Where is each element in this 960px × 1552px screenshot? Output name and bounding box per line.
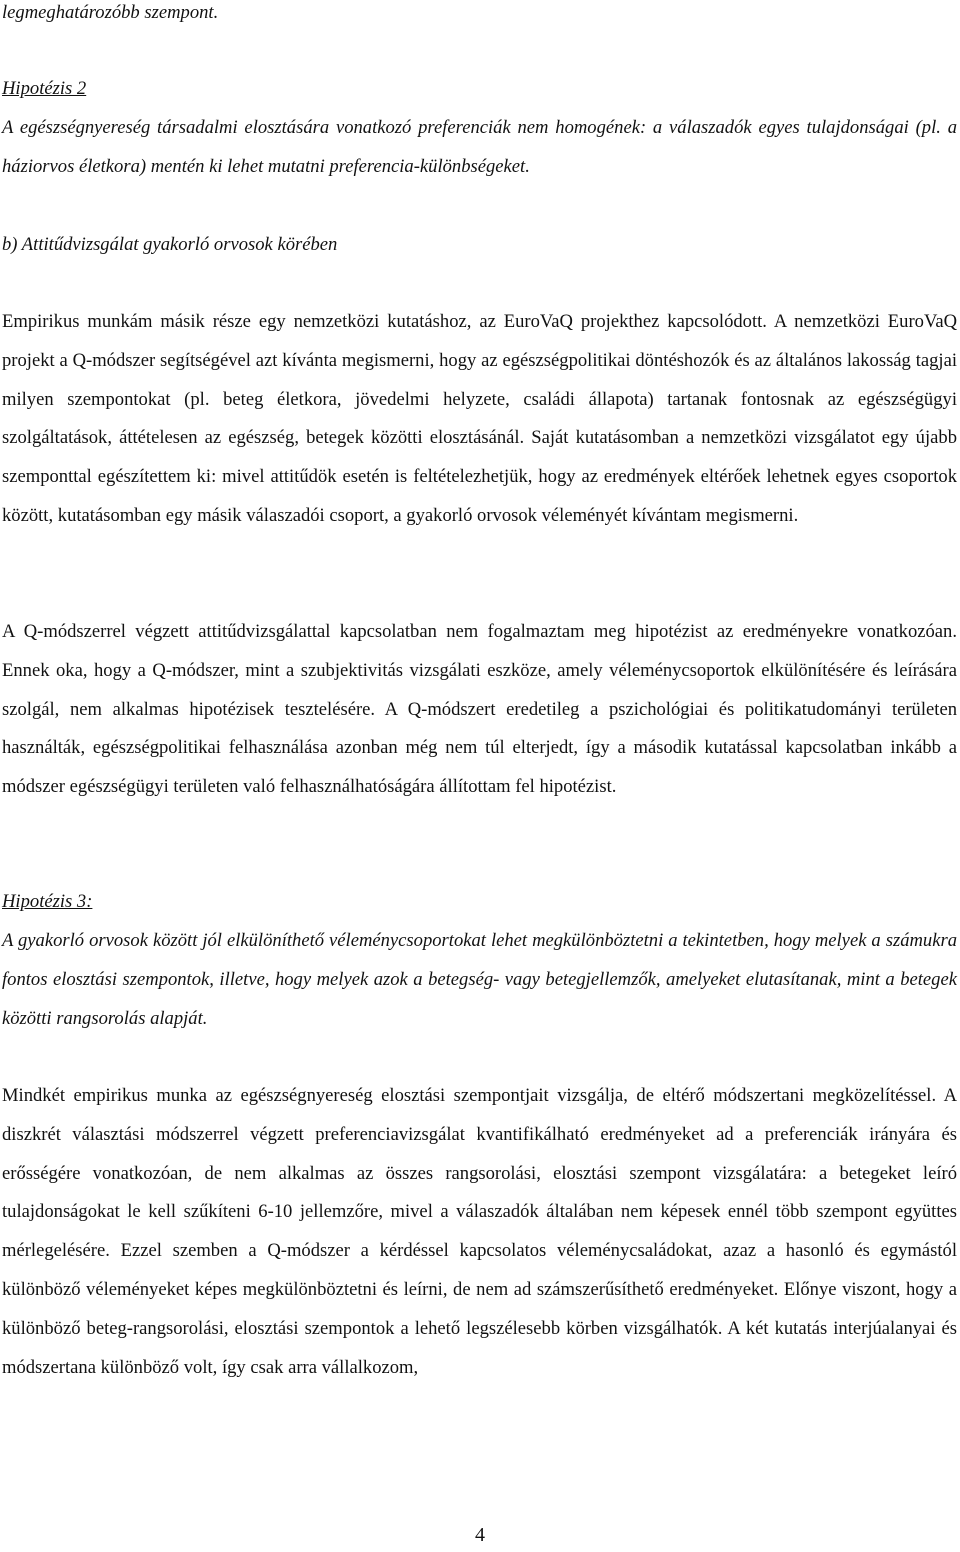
paragraph-comparison: Mindkét empirikus munka az egészségnyereség elosztási szempontjait vizsgálja, de eltérő módszertani megközelítéssel. A diszkrét választási módszerrel végzett preferenciavizsgálat kvantifikálható eredményeket ad a preferenciák irányára és erősségére vonatkozóan, de nem alkalmas az összes rangsorolási, elosztási szempont vizsgálatára: a betegeket leíró tulajdonságokat le kell szűkíteni 6-10 jellemzőre, mivel a válaszadók általában nem képesek ennél több szempont együttes mérlegelésére. Ezzel szemben a Q-módszer a kérdéssel kapcsolatos véleménycsaládokat, azaz a hasonló és egymástól különböző véleményeket képes megkülönböztetni és leírni, de nem ad számszerűsíthető eredményeket. Előnye viszont, hogy a különböző beteg-rangsorolási, elosztási szempontok a lehető legszélesebb körben vizsgálhatók. A két kutatás interjúalanyai és módszertana különböző volt, így csak arra vállalkozom, — [2, 1085, 957, 1378]
hypothesis-3-heading-text: Hipotézis 3: — [2, 891, 93, 912]
hypothesis-2-heading — [2, 70, 957, 109]
hypothesis-3-text: A gyakorló orvosok között jól elkülöníthető véleménycsoportokat lehet megkülönböztetni a tekintetben, hogy melyek a számukra fontos elosztási szempontok, illetve, hogy melyek azok a betegség- vagy betegjellemzők, amelyeket elutasítanak, mint a betegek közötti rangsorolás alapját. — [2, 930, 957, 1029]
page-number: 4 — [475, 1524, 485, 1546]
section-b-title: b) Attitűdvizsgálat gyakorló orvosok körében — [2, 234, 338, 255]
hypothesis-2-text: A egészségnyereség társadalmi elosztására vonatkozó preferenciák nem homogének: a válaszadók egyes tulajdonságai (pl. a háziorvos életkora) mentén ki lehet mutatni preferencia-különbségeket. — [2, 117, 957, 177]
paragraph-q-method: A Q-módszerrel végzett attitűdvizsgálattal kapcsolatban nem fogalmaztam meg hipotézist az eredményekre vonatkozóan. Ennek oka, hogy a Q-módszer, mint a szubjektivitás vizsgálati eszköze, amely véleménycsoportok elkülönítésére és leírására szolgál, nem alkalmas hipotézisek tesztelésére. A Q-módszert eredetileg a pszichológiai és politikatudományi területen használták, egészségpolitikai felhasználása azonban még nem túl elterjedt, így a második kutatással kapcsolatban inkább a módszer egészségügyi területen való felhasználhatóságára állítottam fel hipotézist. — [2, 621, 957, 798]
top-fragment-text: legmeghatározóbb szempont. — [2, 2, 219, 23]
hypothesis-2-heading-text: Hipotézis 2 — [2, 78, 87, 99]
paragraph-eurovaq: Empirikus munkám másik része egy nemzetközi kutatáshoz, az EuroVaQ projekthez kapcsolódott. A nemzetközi EuroVaQ projekt a Q-módszer segítségével azt kívánta megismerni, hogy az egészségpolitikai döntéshozók és az általános lakosság tagjai milyen szempontokat (pl. beteg életkora, jövedelmi helyzete, családi állapota) tartanak fontosnak az egészségügyi szolgáltatások, áttételesen az egészség, betegek közötti elosztásánál. Saját kutatásomban a nemzetközi vizsgálatot egy újabb szemponttal egészítettem ki: mivel attitűdök esetén is feltételezhetjük, hogy az eredmények eltérőek lehetnek egyes csoportok között, kutatásomban egy másik válaszadói csoport, a gyakorló orvosok véleményét kívántam megismerni. — [2, 311, 957, 526]
document-page — [2, 0, 957, 1552]
hypothesis-3-heading — [2, 883, 957, 922]
